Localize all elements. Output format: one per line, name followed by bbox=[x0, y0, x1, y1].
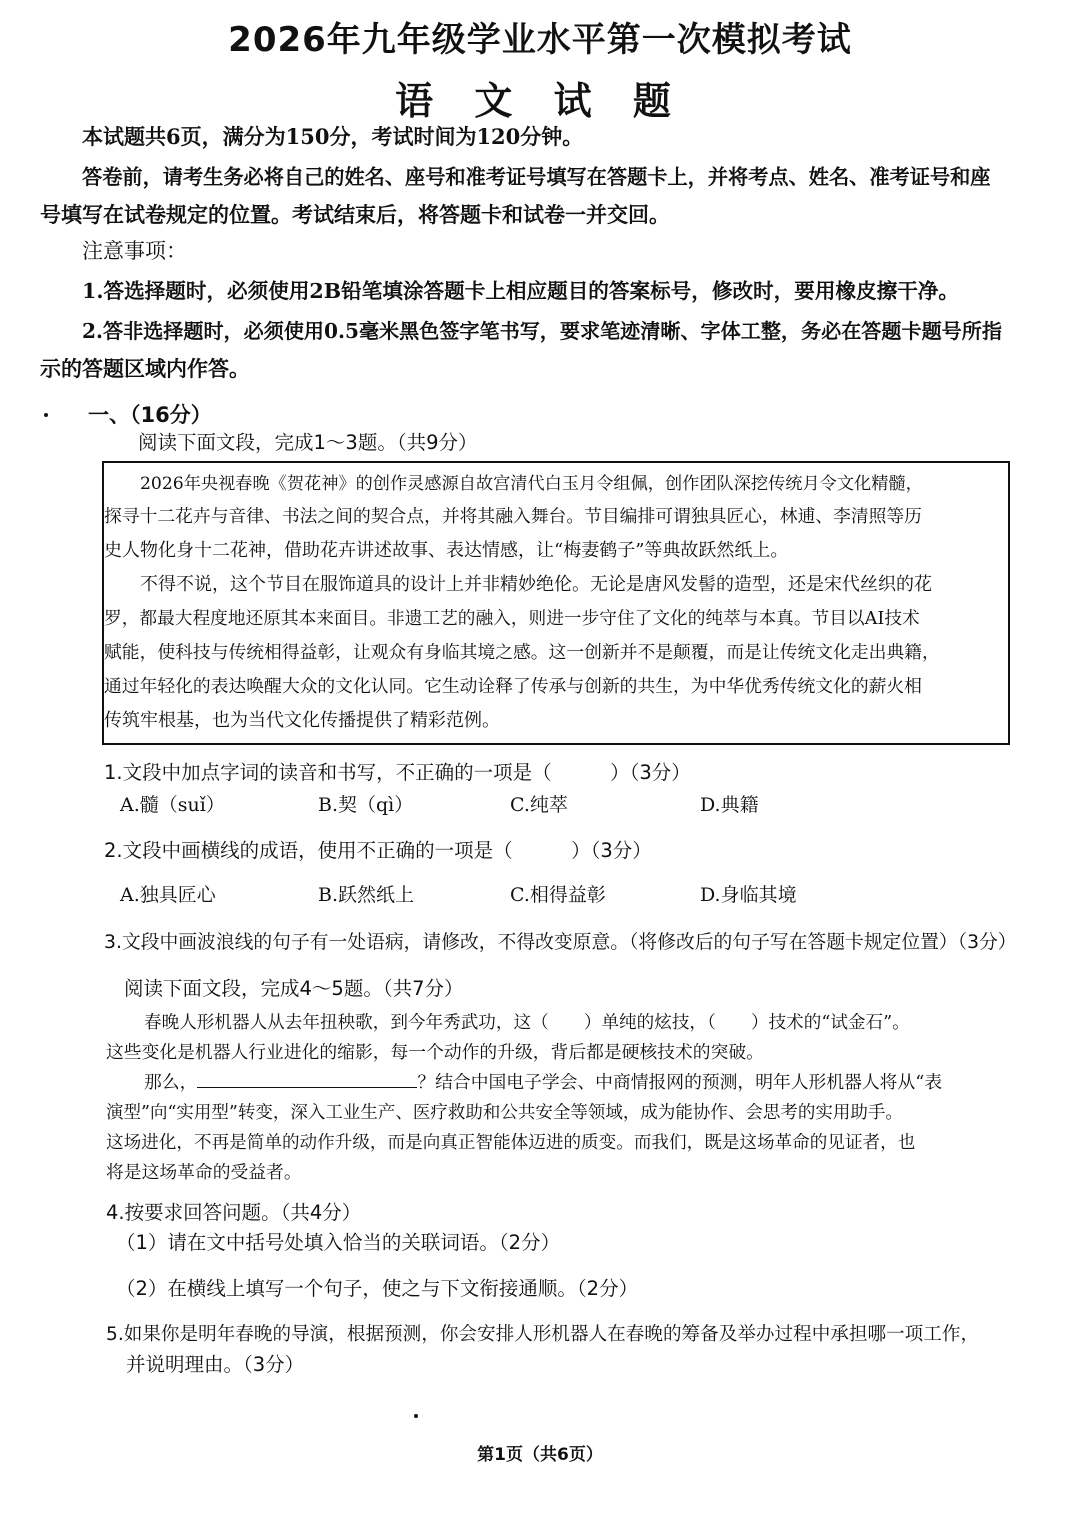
instruction-line-2: 答卷前，请考生务必将自己的姓名、座号和准考证号填写在答题卡上，并将考点、姓名、准考证号和座 bbox=[82, 165, 991, 189]
question-1-stem: 1.文段中加点字词的读音和书写，不正确的一项是（ ）（3分） bbox=[104, 761, 691, 784]
question-1-option-c: C.纯萃 bbox=[510, 794, 568, 816]
instruction-line-3: 号填写在试卷规定的位置。考试结束后，将答题卡和试卷一并交回。 bbox=[40, 202, 670, 227]
question-4-sub-1: （1）请在文中括号处填入恰当的关联词语。（2分） bbox=[116, 1231, 561, 1254]
passage-line: 通过年轻化的表达唤醒大众的文化认同。它生动诠释了传承与创新的共生，为中华优秀传统文化的薪火相 bbox=[104, 676, 922, 697]
passage-line: 罗，都最大程度地还原其本来面目。非遗工艺的融入，则进一步守住了文化的纯萃与本真。节目以AI技术 bbox=[104, 609, 920, 629]
section1-intro: 阅读下面文段，完成1～3题。（共9分） bbox=[138, 431, 478, 454]
instruction-line-1: 本试题共6页，满分为150分，考试时间为120分钟。 bbox=[82, 124, 584, 149]
passage2-line: 这些变化是机器人行业进化的缩影，每一个动作的升级，背后都是硬核技术的突破。 bbox=[106, 1042, 764, 1063]
scan-dot bbox=[44, 413, 48, 417]
question-1-option-d: D.典籍 bbox=[700, 794, 759, 816]
section2-intro: 阅读下面文段，完成4～5题。（共7分） bbox=[124, 977, 464, 1000]
passage-line: 赋能，使科技与传统相得益彰，让观众有身临其境之感。这一创新并不是颠覆，而是让传统文化走出典籍， bbox=[104, 642, 940, 663]
scan-dot bbox=[414, 1414, 418, 1418]
passage2-line: 演型”向“实用型”转变，深入工业生产、医疗救助和公共安全等领域，成为能协作、会思考的实用助手。 bbox=[106, 1103, 903, 1123]
passage2-line: 春晚人形机器人从去年扭秧歌，到今年秀武功，这（ ）单纯的炫技，（ ）技术的“试金石”。 bbox=[144, 1013, 910, 1033]
instruction-line-5: 2.答非选择题时，必须使用0.5毫米黑色签字笔书写，要求笔迹清晰、字体工整，务必在答题卡题号所指 bbox=[82, 319, 1002, 343]
passage2-line: 将是这场革命的受益者。 bbox=[106, 1162, 302, 1183]
passage-line: 2026年央视春晚《贺花神》的创作灵感源自故宫清代白玉月令组佩，创作团队深挖传统月令文化精髓， bbox=[140, 474, 923, 494]
question-2-option-d: D.身临其境 bbox=[700, 884, 797, 906]
question-5-line-2: 并说明理由。（3分） bbox=[126, 1353, 305, 1376]
passage-line: 不得不说，这个节目在服饰道具的设计上并非精妙绝伦。无论是唐风发髻的造型，还是宋代丝织的花 bbox=[140, 574, 932, 595]
passage2-lead: 那么， bbox=[144, 1072, 198, 1093]
question-1-option-b: B.契（qì） bbox=[318, 794, 414, 816]
instruction-line-6: 示的答题区域内作答。 bbox=[40, 356, 250, 381]
page-number: 第1页（共6页） bbox=[477, 1445, 603, 1465]
passage-line: 探寻十二花卉与音律、书法之间的契合点，并将其融入舞台。节目编排可谓独具匠心，林逋、李清照等历 bbox=[104, 506, 922, 527]
question-4-stem: 4.按要求回答问题。（共4分） bbox=[106, 1201, 362, 1224]
question-4-sub-2: （2）在横线上填写一个句子，使之与下文衔接通顺。（2分） bbox=[116, 1277, 639, 1300]
exam-title: 2026年九年级学业水平第一次模拟考试 bbox=[228, 20, 852, 60]
passage2-line bbox=[144, 1068, 942, 1098]
passage-line: 史人物化身十二花神，借助花卉讲述故事、表达情感，让“梅妻鹤子”等典故跃然纸上。 bbox=[104, 540, 789, 561]
passage2-line-rest: ？结合中国电子学会、中商情报网的预测，明年人形机器人将从“表 bbox=[417, 1072, 943, 1093]
instruction-line-4: 1.答选择题时，必须使用2B铅笔填涂答题卡上相应题目的答案标号，修改时，要用橡皮擦干净。 bbox=[82, 279, 959, 303]
subject-title: 语 文 试 题 bbox=[395, 79, 685, 123]
passage-line: 传筑牢根基，也为当代文化传播提供了精彩范例。 bbox=[104, 710, 500, 731]
passage2-line: 这场进化，不再是简单的动作升级，而是向真正智能体迈进的质变。而我们，既是这场革命的见证者，也 bbox=[106, 1133, 916, 1153]
question-2-option-a: A.独具匠心 bbox=[120, 884, 216, 906]
question-2-option-c: C.相得益彰 bbox=[510, 884, 606, 906]
notice-label: 注意事项： bbox=[82, 239, 187, 263]
answer-blank bbox=[197, 1069, 417, 1088]
question-3-stem: 3.文段中画波浪线的句子有一处语病，请修改，不得改变原意。（将修改后的句子写在答题卡规定位置）（3分） bbox=[104, 932, 1017, 953]
question-2-option-b: B.跃然纸上 bbox=[318, 884, 415, 906]
section1-heading: 一、（16分） bbox=[88, 403, 212, 427]
question-2-stem: 2.文段中画横线的成语，使用不正确的一项是（ ）（3分） bbox=[104, 839, 652, 862]
question-5-line-1: 5.如果你是明年春晚的导演，根据预测，你会安排人形机器人在春晚的筹备及举办过程中承担哪一项工作， bbox=[106, 1324, 980, 1345]
question-1-option-a: A.髓（suǐ） bbox=[120, 794, 225, 816]
